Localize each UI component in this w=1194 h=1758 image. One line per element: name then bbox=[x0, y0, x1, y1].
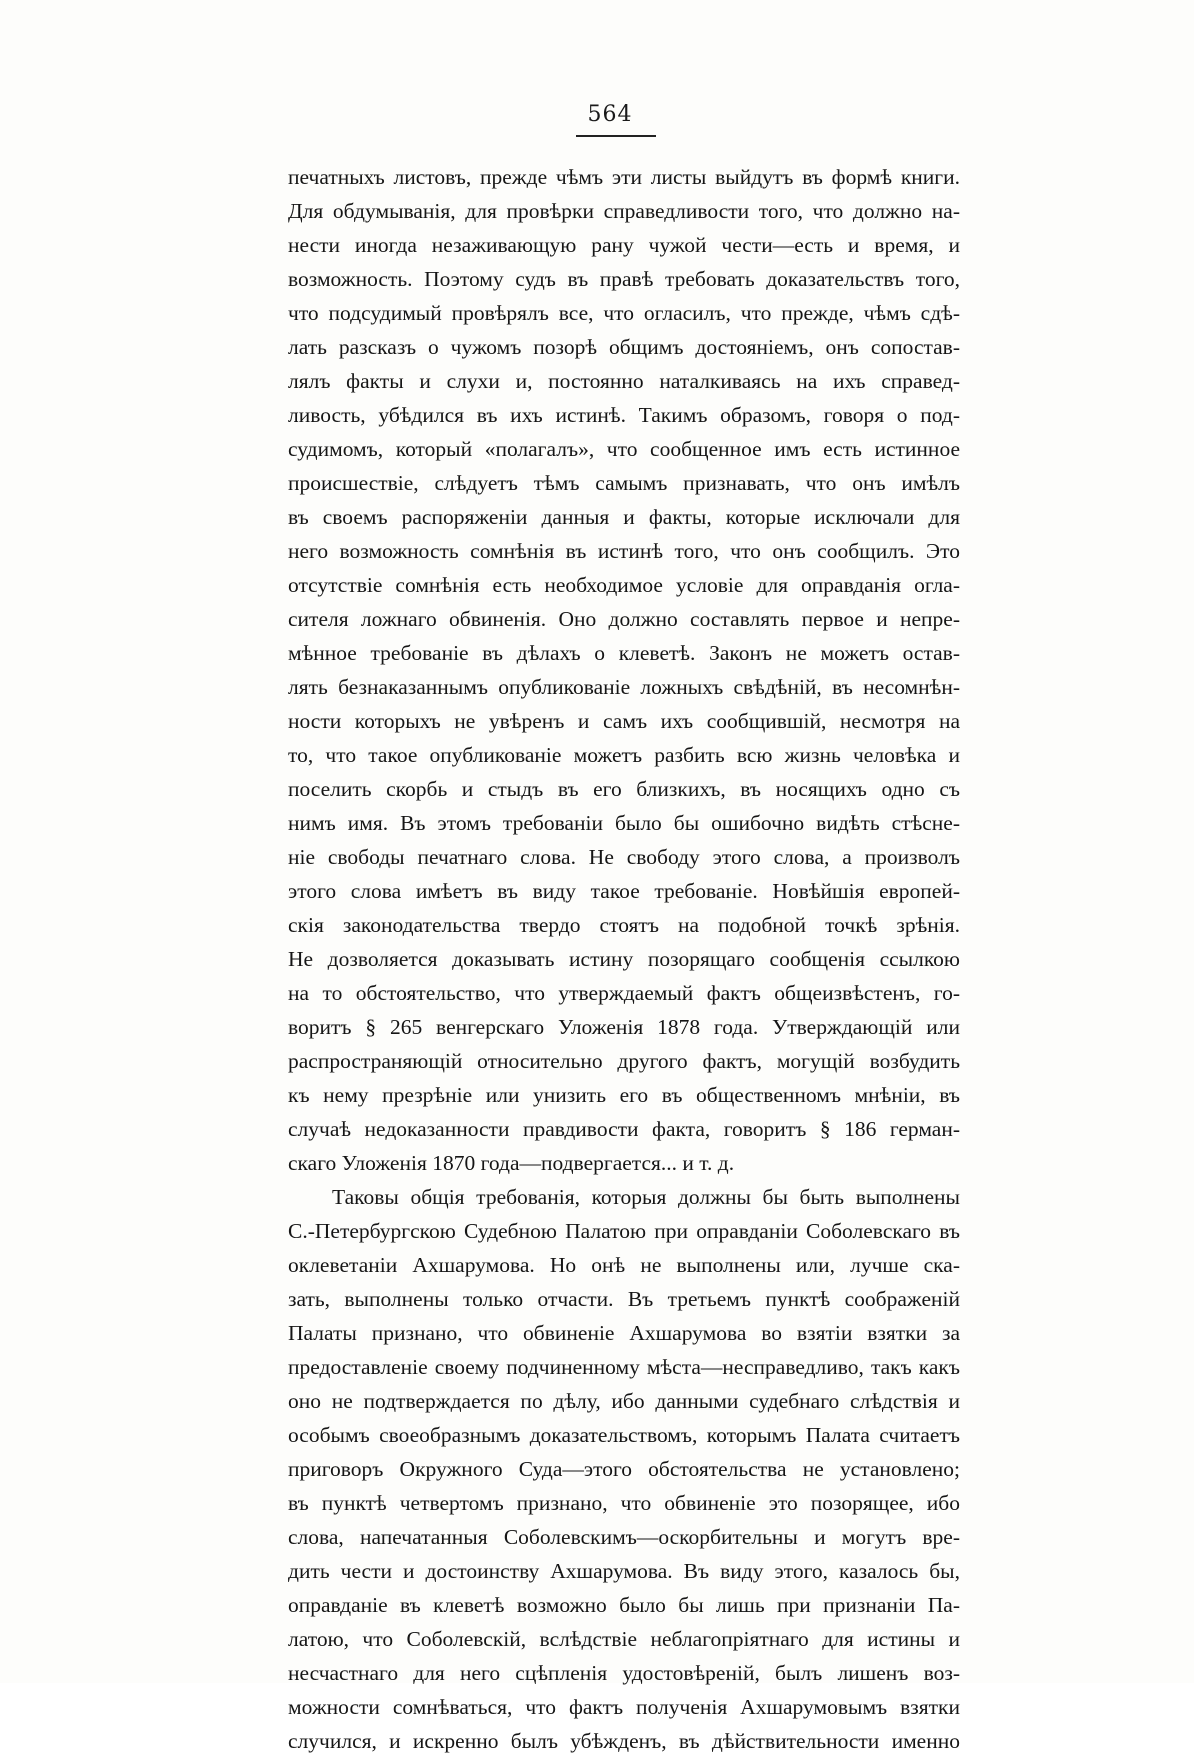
text-line: С.-Петербургскою Судебною Палатою при оправданіи Соболевскаго въ bbox=[288, 1219, 960, 1243]
text-line: ливость, убѣдился въ ихъ истинѣ. Такимъ образомъ, говоря о под- bbox=[288, 403, 960, 427]
text-line: случился, и искренно былъ убѣжденъ, въ дѣйствительности именно bbox=[288, 1729, 960, 1753]
text-line: къ нему презрѣніе или унизить его въ общественномъ мнѣніи, въ bbox=[288, 1083, 960, 1107]
text-line: то, что такое опубликованіе можетъ разбить всю жизнь человѣка и bbox=[288, 743, 960, 767]
text-line: Для обдумыванія, для провѣрки справедливости того, что должно на- bbox=[288, 199, 960, 223]
paragraph bbox=[288, 160, 960, 1180]
text-line: слова, напечатанныя Соболевскимъ—оскорбительны и могутъ вре- bbox=[288, 1525, 960, 1549]
text-line: сителя ложнаго обвиненія. Оно должно составлять первое и непре- bbox=[288, 607, 960, 631]
text-line: лать разсказъ о чужомъ позорѣ общимъ достояніемъ, онъ сопостав- bbox=[288, 335, 960, 359]
text-line: лять безнаказаннымъ опубликованіе ложныхъ свѣдѣній, въ несомнѣн- bbox=[288, 675, 960, 699]
text-line: латою, что Соболевскій, вслѣдствіе неблагопріятнаго для истины и bbox=[288, 1627, 960, 1651]
text-line: дить чести и достоинству Ахшарумова. Въ виду этого, казалось бы, bbox=[288, 1559, 960, 1583]
text-line: оклеветаніи Ахшарумова. Но онѣ не выполнены или, лучше ска- bbox=[288, 1253, 960, 1277]
text-line: распространяющій относительно другого фактъ, могущій возбудить bbox=[288, 1049, 960, 1073]
text-line: Таковы общія требованія, которыя должны бы быть выполнены bbox=[332, 1185, 960, 1209]
text-line: лялъ факты и слухи и, постоянно наталкиваясь на ихъ справед- bbox=[288, 369, 960, 393]
text-line: случаѣ недоказанности правдивости факта, говоритъ § 186 герман- bbox=[288, 1117, 960, 1141]
text-line: отсутствіе сомнѣнія есть необходимое условіе для оправданія огла- bbox=[288, 573, 960, 597]
body-text bbox=[288, 160, 960, 1758]
text-line: судимомъ, который «полагалъ», что сообщенное имъ есть истинное bbox=[288, 437, 960, 461]
text-line: возможность. Поэтому судъ въ правѣ требовать доказательствъ того, bbox=[288, 267, 960, 291]
text-line: предоставленіе своему подчиненному мѣста—несправедливо, такъ какъ bbox=[288, 1355, 960, 1379]
text-line: что подсудимый провѣрялъ все, что огласилъ, что прежде, чѣмъ сдѣ- bbox=[288, 301, 960, 325]
text-line: несчастнаго для него сцѣпленія удостовѣреній, былъ лишенъ воз- bbox=[288, 1661, 960, 1685]
text-line: въ пунктѣ четвертомъ признано, что обвиненіе это позорящее, ибо bbox=[288, 1491, 960, 1515]
page-number-rule bbox=[576, 135, 656, 137]
text-line: происшествіе, слѣдуетъ тѣмъ самымъ признавать, что онъ имѣлъ bbox=[288, 471, 960, 495]
paragraph bbox=[288, 1180, 960, 1758]
text-line: Палаты признано, что обвиненіе Ахшарумова во взятіи взятки за bbox=[288, 1321, 960, 1345]
text-line: особымъ своеобразнымъ доказательствомъ, которымъ Палата считаетъ bbox=[288, 1423, 960, 1447]
page-number: 564 bbox=[587, 102, 633, 127]
text-line: ности которыхъ не увѣренъ и самъ ихъ сообщившій, несмотря на bbox=[288, 709, 960, 733]
text-line: него возможность сомнѣнія въ истинѣ того, что онъ сообщилъ. Это bbox=[288, 539, 960, 563]
text-line: нимъ имя. Въ этомъ требованіи было бы ошибочно видѣть стѣсне- bbox=[288, 811, 960, 835]
text-line: поселить скорбь и стыдъ въ его близкихъ, въ носящихъ одно съ bbox=[288, 777, 960, 801]
text-line: на то обстоятельство, что утверждаемый фактъ общеизвѣстенъ, го- bbox=[288, 981, 960, 1005]
text-line: скаго Уложенія 1870 года—подвергается... и т. д. bbox=[288, 1151, 735, 1175]
text-line: этого слова имѣетъ въ виду такое требованіе. Новѣйшія европей- bbox=[288, 879, 960, 903]
text-line: въ своемъ распоряженіи данныя и факты, которые исключали для bbox=[288, 505, 960, 529]
text-line: скія законодательства твердо стоятъ на подобной точкѣ зрѣнія. bbox=[288, 913, 960, 937]
text-line: мѣнное требованіе въ дѣлахъ о клеветѣ. Законъ не можетъ остав- bbox=[288, 641, 960, 665]
text-line: воритъ § 265 венгерскаго Уложенія 1878 года. Утверждающій или bbox=[288, 1015, 960, 1039]
text-line: нести иногда незаживающую рану чужой чести—есть и время, и bbox=[288, 233, 960, 257]
text-line: Не дозволяется доказывать истину позорящаго сообщенія ссылкою bbox=[288, 947, 960, 971]
text-line: приговоръ Окружного Суда—этого обстоятельства не установлено; bbox=[288, 1457, 960, 1481]
text-line: оно не подтверждается по дѣлу, ибо данными судебнаго слѣдствія и bbox=[288, 1389, 960, 1413]
text-line: можности сомнѣваться, что фактъ полученія Ахшарумовымъ взятки bbox=[288, 1695, 960, 1719]
text-line: зать, выполнены только отчасти. Въ третьемъ пунктѣ соображеній bbox=[288, 1287, 960, 1311]
text-line: оправданіе въ клеветѣ возможно было бы лишь при признаніи Па- bbox=[288, 1593, 960, 1617]
text-line: ніе свободы печатнаго слова. Не свободу этого слова, а произволъ bbox=[288, 845, 960, 869]
text-line: печатныхъ листовъ, прежде чѣмъ эти листы выйдутъ въ формѣ книги. bbox=[288, 165, 960, 189]
